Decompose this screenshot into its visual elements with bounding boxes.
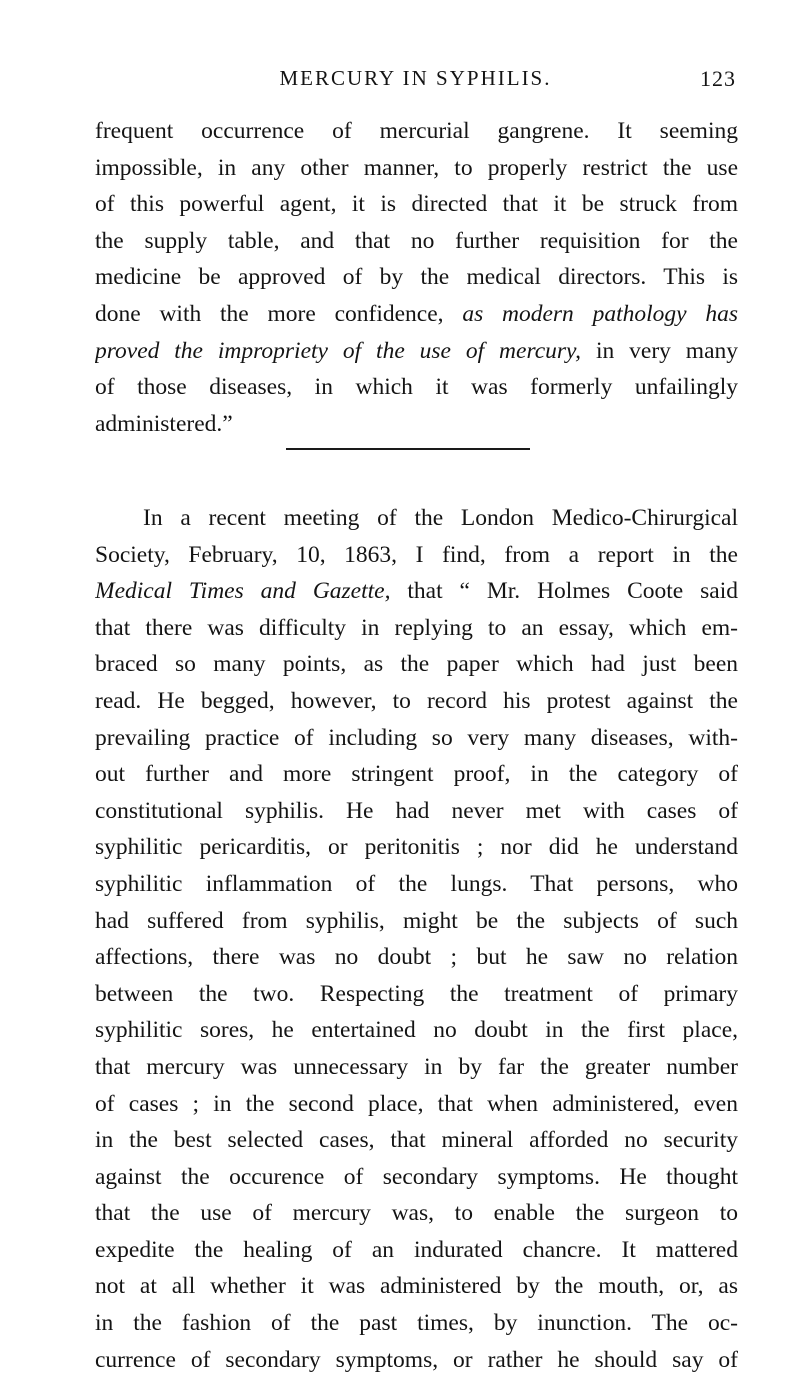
page-number: 123 (700, 66, 736, 91)
text-line: syphilitic inflammation of the lungs. That persons, who (95, 870, 738, 897)
text-line: administered.” (95, 410, 233, 437)
running-title: MERCURY IN SYPHILIS. (279, 66, 552, 90)
text-line (95, 333, 738, 370)
text-line (95, 296, 738, 333)
running-header (95, 66, 736, 96)
text-line: that mercury was unnecessary in by far the greater number (95, 1053, 738, 1080)
text-line: affections, there was no doubt ; but he saw no relation (95, 944, 738, 971)
text-span: that “ Mr. Holmes Coote said (390, 578, 738, 605)
text-line: against the occurence of secondary symptoms. He thought (95, 1163, 738, 1190)
text-line: of this powerful agent, it is directed that it be struck from (95, 191, 738, 218)
text-span: done with the more confidence, (95, 300, 463, 327)
text-line: medicine be approved of by the medical directors. This is (95, 264, 738, 291)
text-line: syphilitic sores, he entertained no doubt in the first place, (95, 1017, 738, 1044)
text-line: read. He begged, however, to record his protest against the (95, 687, 738, 714)
text-line: between the two. Respecting the treatment of primary (95, 980, 738, 1007)
italic-phrase: as modern pathology has (462, 300, 738, 327)
italic-phrase: proved the impropriety of the use of mercury, (95, 337, 582, 364)
text-line: had suffered from syphilis, might be the subjects of such (95, 907, 738, 934)
text-line: braced so many points, as the paper which had just been (95, 651, 738, 678)
text-line: constitutional syphilis. He had never met with cases of (95, 797, 738, 824)
text-line: currence of secondary symptoms, or rather he should say of (95, 1346, 738, 1373)
text-line: frequent occurrence of mercurial gangrene. It seeming (95, 118, 738, 144)
text-line: prevailing practice of including so very many diseases, with- (95, 724, 738, 751)
text-line: Society, February, 10, 1863, I find, from a report in the (95, 541, 738, 568)
text-line: in the fashion of the past times, by inunction. The oc- (95, 1310, 738, 1337)
text-span: in very many (581, 337, 738, 364)
text-line: of those diseases, in which it was formerly unfailingly (95, 374, 738, 401)
text-line (95, 573, 738, 610)
text-line: expedite the healing of an indurated chancre. It mattered (95, 1236, 738, 1263)
text-line: out further and more stringent proof, in the category of (95, 761, 738, 788)
text-line: in the best selected cases, that mineral afforded no security (95, 1127, 738, 1154)
text-line: In a recent meeting of the London Medico-Chirurgical (143, 505, 738, 531)
text-line: not at all whether it was administered by the mouth, or, as (95, 1273, 738, 1300)
journal-title: Medical Times and Gazette, (95, 578, 391, 605)
text-line: impossible, in any other manner, to properly restrict the use (95, 154, 738, 181)
text-line: the supply table, and that no further requisition for the (95, 227, 738, 254)
text-line: that there was difficulty in replying to an essay, which em- (95, 614, 738, 641)
section-divider (286, 448, 530, 450)
text-line: syphilitic pericarditis, or peritonitis ; nor did he understand (95, 834, 738, 861)
paragraph-quote-end (95, 113, 738, 442)
text-line: of cases ; in the second place, that when administered, even (95, 1090, 738, 1117)
text-line: that the use of mercury was, to enable the surgeon to (95, 1200, 738, 1227)
paragraph-london-society (95, 500, 738, 1378)
